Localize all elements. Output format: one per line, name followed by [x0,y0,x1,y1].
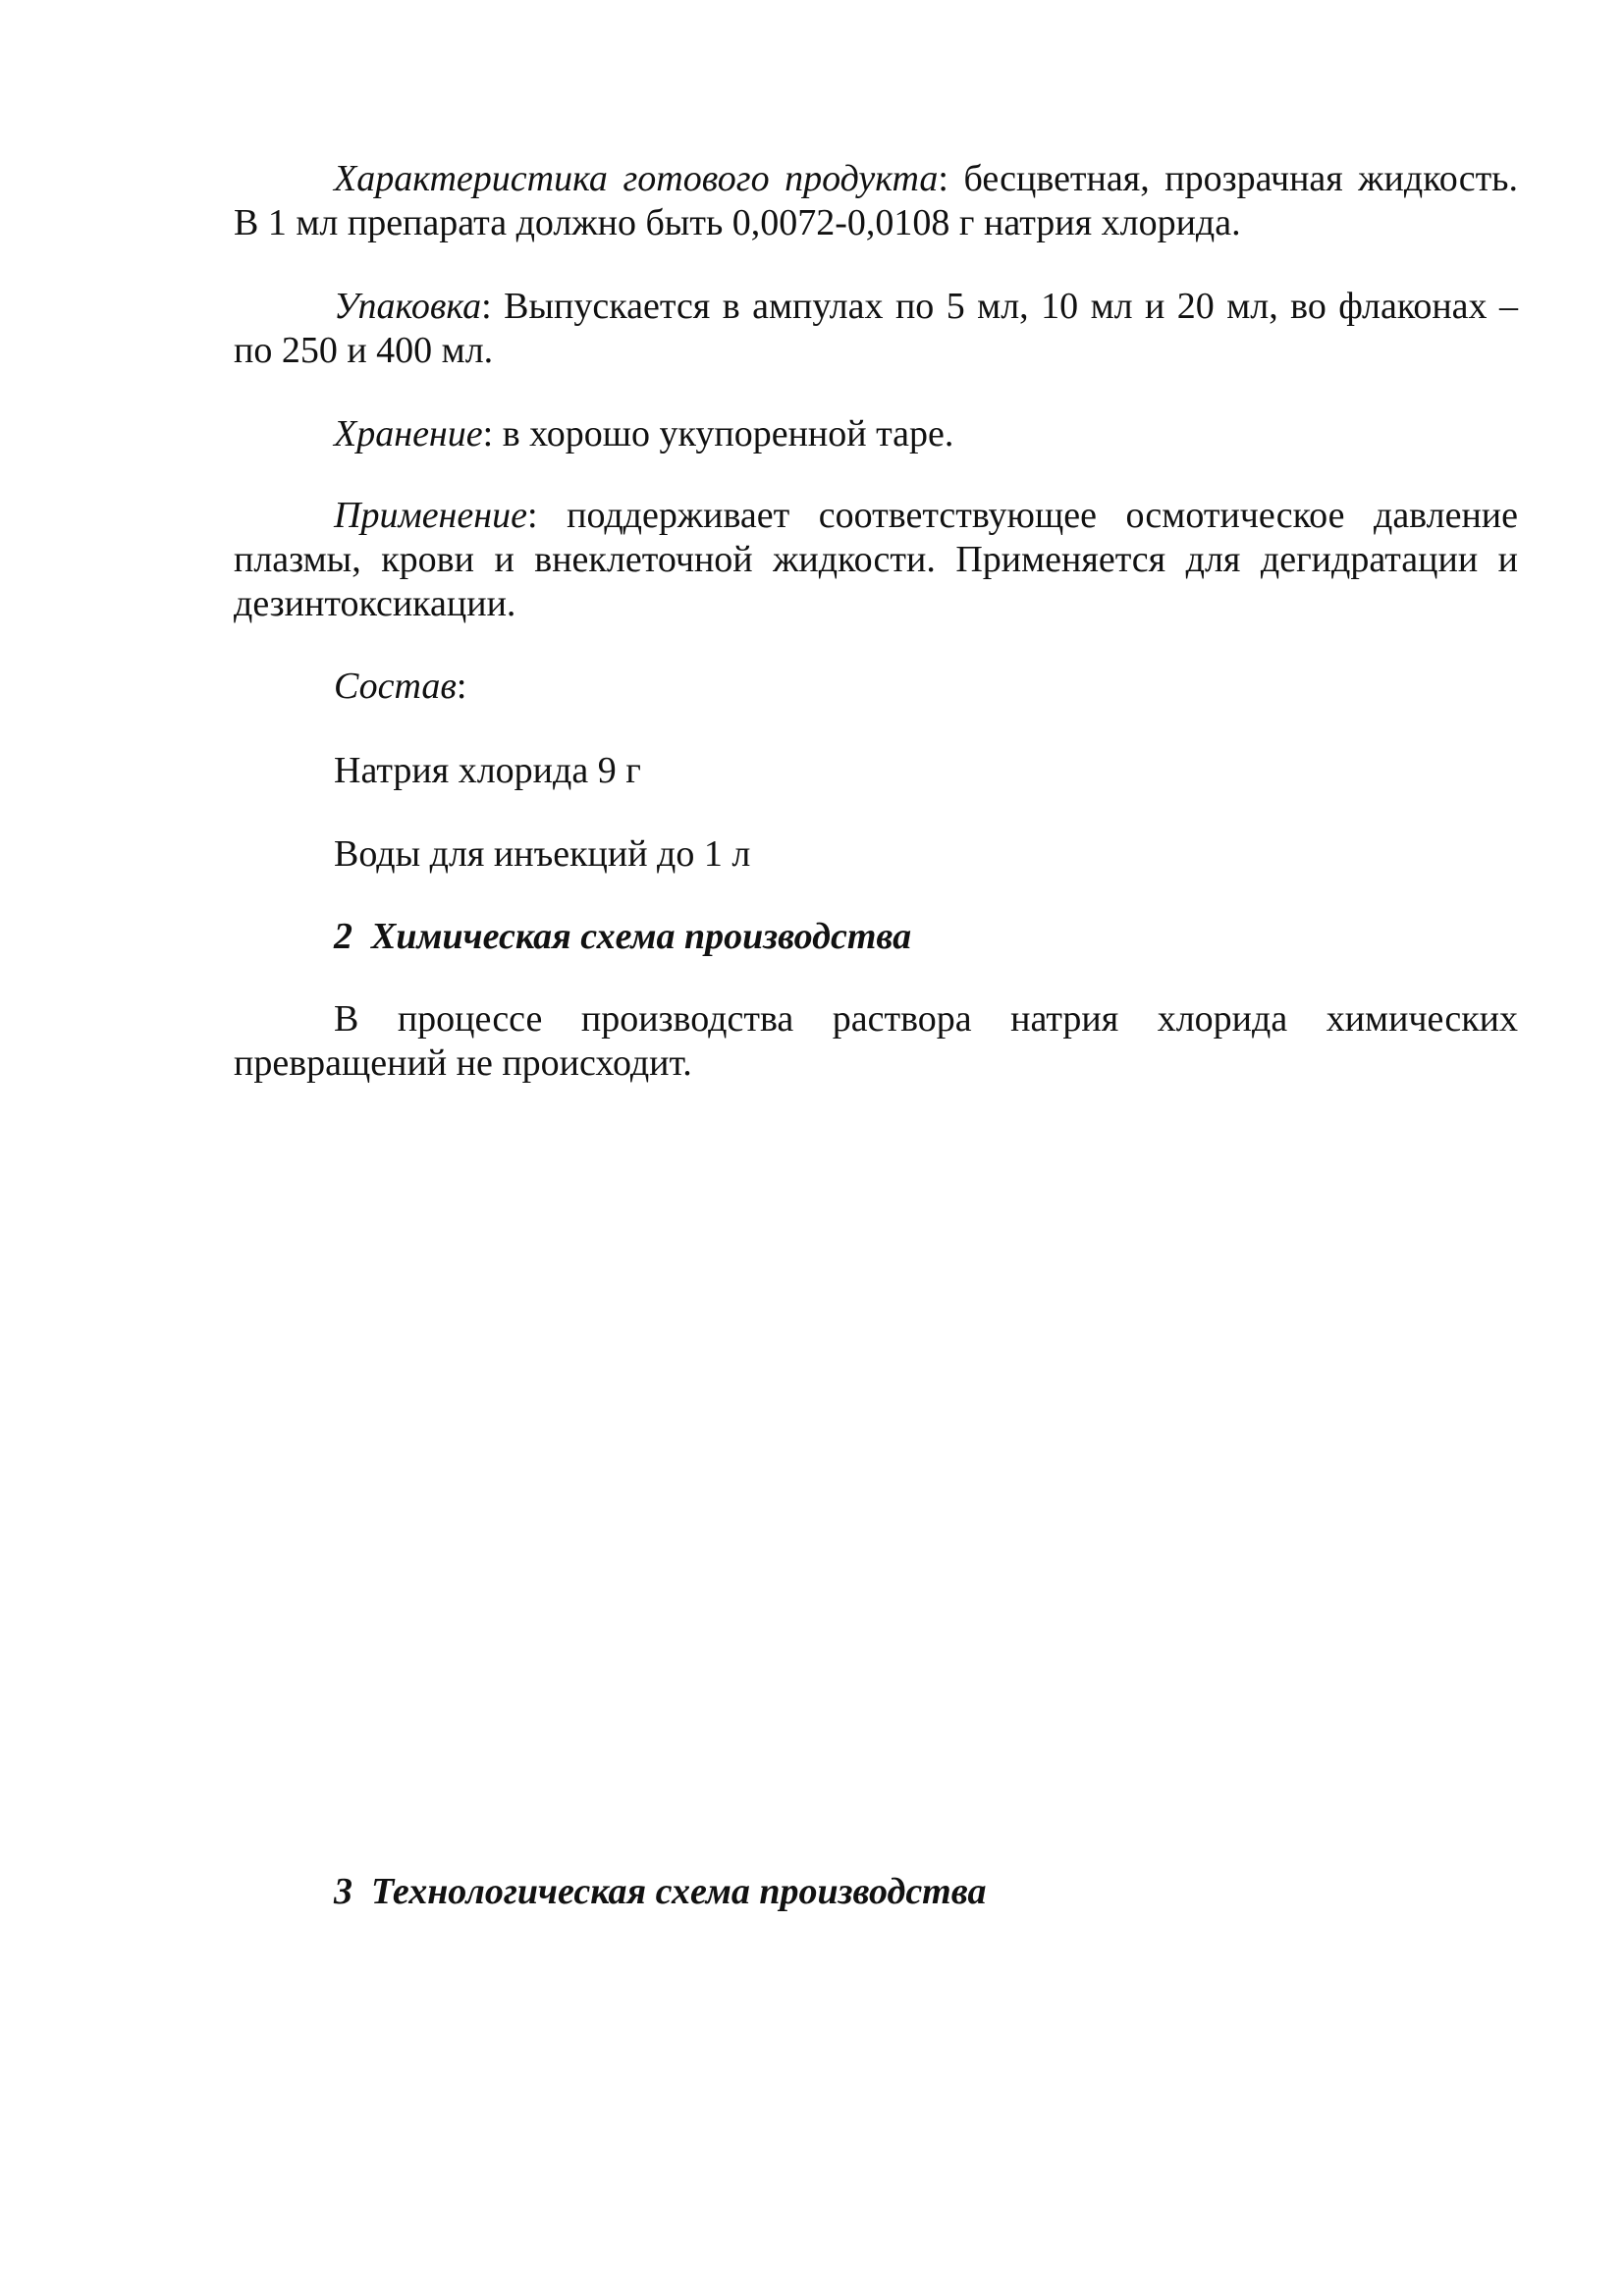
paragraph-composition [234,665,1518,709]
paragraph-chemical-body: В процессе производства раствора натрия хлорида химических превращений не происходит. [234,998,1518,1084]
paragraph-text: : Выпускается в ампулах по 5 мл, 10 мл и 20 мл, во флаконах – по 250 и 400 мл. [234,286,1518,371]
section-number: 2 [334,916,352,957]
paragraph-label: Применение [334,495,527,536]
section-heading-chemical [334,915,1518,959]
paragraph-text: : в хорошо укупоренной таре. [482,413,954,454]
paragraph-packaging [234,285,1518,373]
paragraph-label: Характеристика готового продукта [334,158,939,199]
section-title: Технологическая схема производства [371,1871,987,1912]
paragraph-label: Упаковка [334,286,482,327]
paragraph-label: Состав [334,666,457,707]
paragraph-label: Хранение [334,413,483,454]
paragraph-text: : [456,666,467,707]
paragraph-text: : поддерживает соответствующее осмотическое давление плазмы, крови и внеклеточной жидкости. Применяется для дегидратации и дезинтоксикации. [234,495,1518,624]
paragraph-application [234,494,1518,626]
paragraph-characteristic [234,157,1518,245]
section-heading-technological [334,1870,1518,1914]
composition-line: Натрия хлорида 9 г [334,750,641,791]
section-number: 3 [334,1871,352,1912]
paragraph-storage [234,412,1518,456]
paragraph-text: : бесцветная, прозрачная жидкость. В 1 мл препарата должно быть 0,0072-0,0108 г натрия хлорида. [234,158,1518,243]
composition-line: Воды для инъекций до 1 л [334,833,751,875]
section-title: Химическая схема производства [371,916,912,957]
